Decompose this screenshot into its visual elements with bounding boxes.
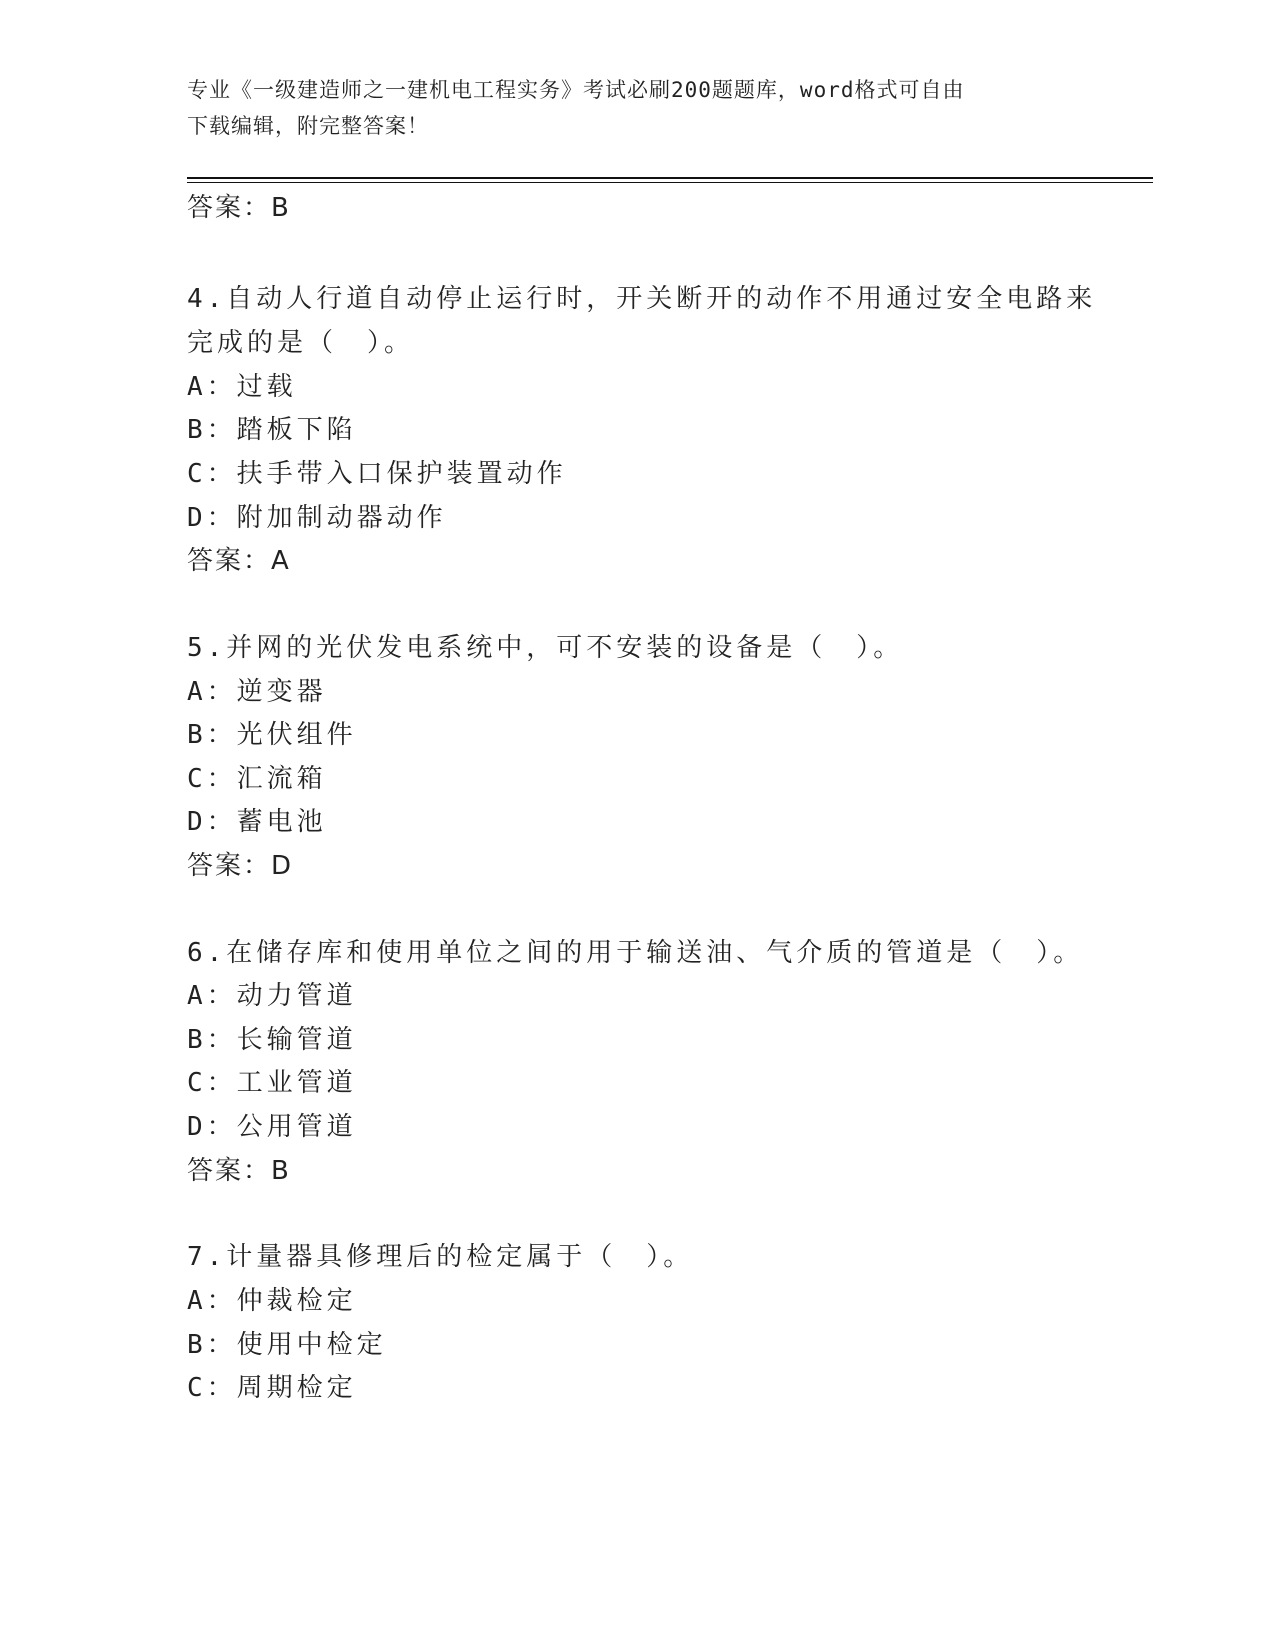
question-6-option-c: C：工业管道: [187, 1068, 357, 1098]
question-7-option-b: B：使用中检定: [187, 1330, 387, 1360]
answer-q6: 答案：B: [187, 1156, 291, 1186]
question-6-option-a: A：动力管道: [187, 981, 357, 1011]
answer-q5: 答案：D: [187, 851, 294, 881]
header-divider-thin: [187, 182, 1153, 183]
question-7-option-c: C：周期检定: [187, 1373, 357, 1403]
header-divider-thick: [187, 177, 1153, 179]
question-4-option-c: C：扶手带入口保护装置动作: [187, 459, 567, 489]
question-5-option-b: B：光伏组件: [187, 720, 357, 750]
answer-q3: 答案：B: [187, 193, 291, 223]
document-header: [187, 72, 1067, 144]
question-5-option-d: D：蓄电池: [187, 807, 327, 837]
question-7-stem: 7.计量器具修理后的检定属于（ ）。: [187, 1242, 694, 1272]
header-line-2: 下载编辑，附完整答案！: [187, 114, 429, 138]
question-7-option-a: A：仲裁检定: [187, 1286, 357, 1316]
question-4-stem-line-1: 4.自动人行道自动停止运行时，开关断开的动作不用通过安全电路来: [187, 284, 1097, 314]
question-5-option-a: A：逆变器: [187, 677, 327, 707]
question-5-option-c: C：汇流箱: [187, 764, 327, 794]
header-line-1: 专业《一级建造师之一建机电工程实务》考试必刷200题题库，word格式可自由: [187, 78, 965, 102]
question-6-option-d: D：公用管道: [187, 1112, 357, 1142]
question-4-option-d: D：附加制动器动作: [187, 503, 447, 533]
question-4-option-b: B：踏板下陷: [187, 415, 357, 445]
question-6-stem: 6.在储存库和使用单位之间的用于输送油、气介质的管道是（ ）。: [187, 938, 1084, 968]
answer-q4: 答案：A: [187, 546, 291, 576]
question-6-option-b: B：长输管道: [187, 1025, 357, 1055]
question-4-stem-line-2: 完成的是（ ）。: [187, 328, 415, 358]
question-5-stem: 5.并网的光伏发电系统中，可不安装的设备是（ ）。: [187, 633, 904, 663]
question-4-option-a: A：过载: [187, 372, 297, 402]
